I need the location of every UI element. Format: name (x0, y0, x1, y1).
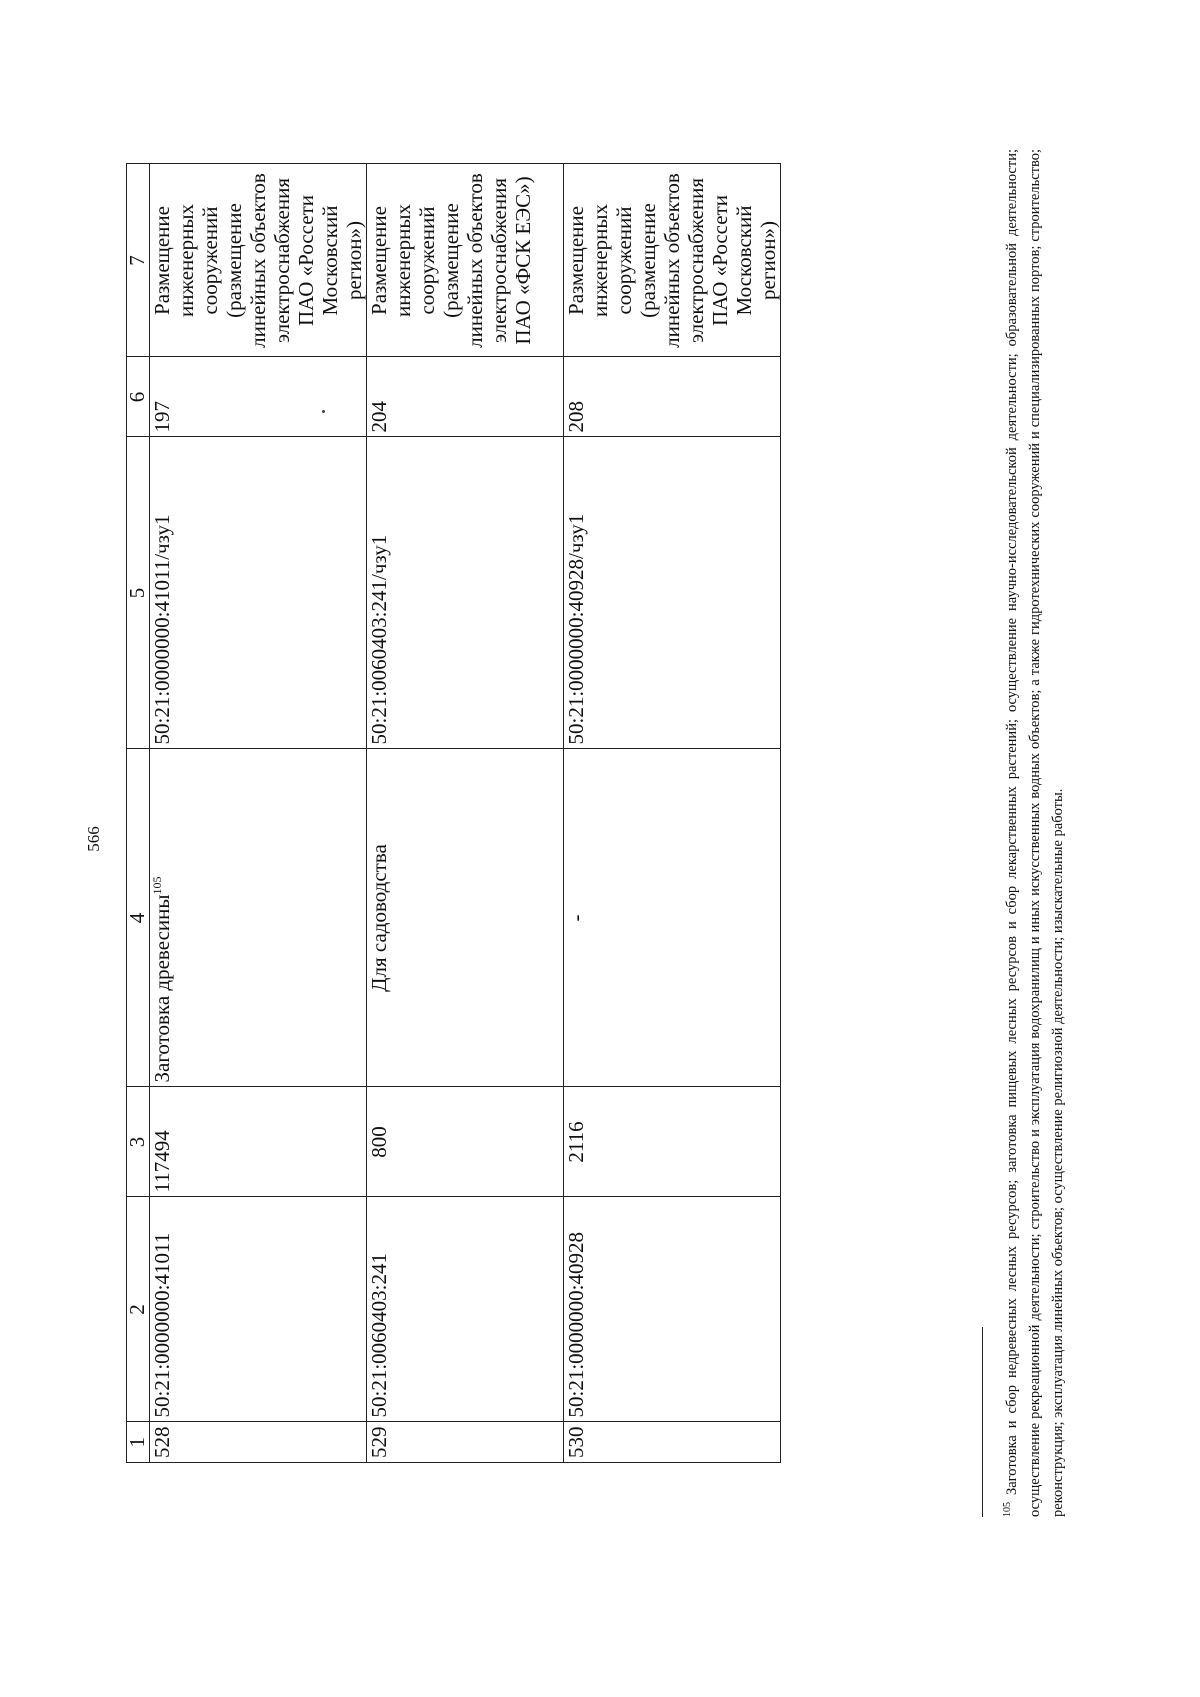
plot-part-area: 197 (150, 357, 367, 437)
land-plots-table (126, 164, 781, 1464)
permitted-use: - (564, 749, 781, 1087)
cadastral-number: 50:21:0000000:41011 (150, 1197, 367, 1422)
plot-area: 2116 (564, 1087, 781, 1197)
permitted-use (150, 749, 367, 1087)
header-cell-1: 1 (127, 1422, 150, 1463)
page-number: 566 (84, 826, 103, 852)
table-row (150, 164, 367, 1463)
permitted-use: Для садоводства (367, 749, 564, 1087)
easement-purpose: Размещение инженерных сооружений (размещение линейных объектов электроснабжения ПАО «Россети Московский регион») (150, 164, 367, 357)
plot-area: 117494 (150, 1087, 367, 1197)
row-number: 529 (367, 1422, 564, 1463)
header-cell-5: 5 (127, 437, 150, 749)
scan-speck (322, 410, 325, 413)
easement-purpose: Размещение инженерных сооружений (размещение линейных объектов электроснабжения ПАО «ФСК ЕЭС») (367, 164, 564, 357)
table-header-row (127, 164, 150, 1463)
row-number: 528 (150, 1422, 367, 1463)
footnote (996, 149, 1070, 1517)
header-cell-6: 6 (127, 357, 150, 437)
header-cell-4: 4 (127, 749, 150, 1087)
row-number: 530 (564, 1422, 781, 1463)
header-cell-2: 2 (127, 1197, 150, 1422)
easement-purpose: Размещение инженерных сооружений (размещение линейных объектов электроснабжения ПАО «Россети Московский регион») (564, 164, 781, 357)
table-row (367, 164, 564, 1463)
plot-part-area: 204 (367, 357, 564, 437)
footnote-marker: 105 (1002, 1502, 1013, 1517)
permitted-use-text: Заготовка древесины (150, 894, 174, 1083)
table-row (564, 164, 781, 1463)
footnote-reference: 105 (150, 876, 164, 895)
plot-part-number: 50:21:0060403:241/чзу1 (367, 437, 564, 749)
plot-part-number: 50:21:0000000:41011/чзу1 (150, 437, 367, 749)
footnote-separator (982, 1327, 983, 1517)
cadastral-number: 50:21:0060403:241 (367, 1197, 564, 1422)
header-cell-3: 3 (127, 1087, 150, 1197)
plot-area: 800 (367, 1087, 564, 1197)
cadastral-number: 50:21:0000000:40928 (564, 1197, 781, 1422)
plot-part-area: 208 (564, 357, 781, 437)
plot-part-number: 50:21:0000000:40928/чзу1 (564, 437, 781, 749)
footnote-text: Заготовка и сбор недревесных лесных ресурсов; заготовка пищевых лесных ресурсов и сбор лекарственных растений; осуществление научно-исследовательской деятельности; образовательной деятельности; осуществление рекреационной деятельности; строительство и эксплуатация водохранилищ и иных искусственных водных объектов; а также гидротехнических сооружений и специализированных портов; строительство; реконструкция; эксплуатация линейных объектов; осуществление религиозной деятельности; изыскательные работы. (1003, 149, 1066, 1517)
header-cell-7: 7 (127, 164, 150, 357)
